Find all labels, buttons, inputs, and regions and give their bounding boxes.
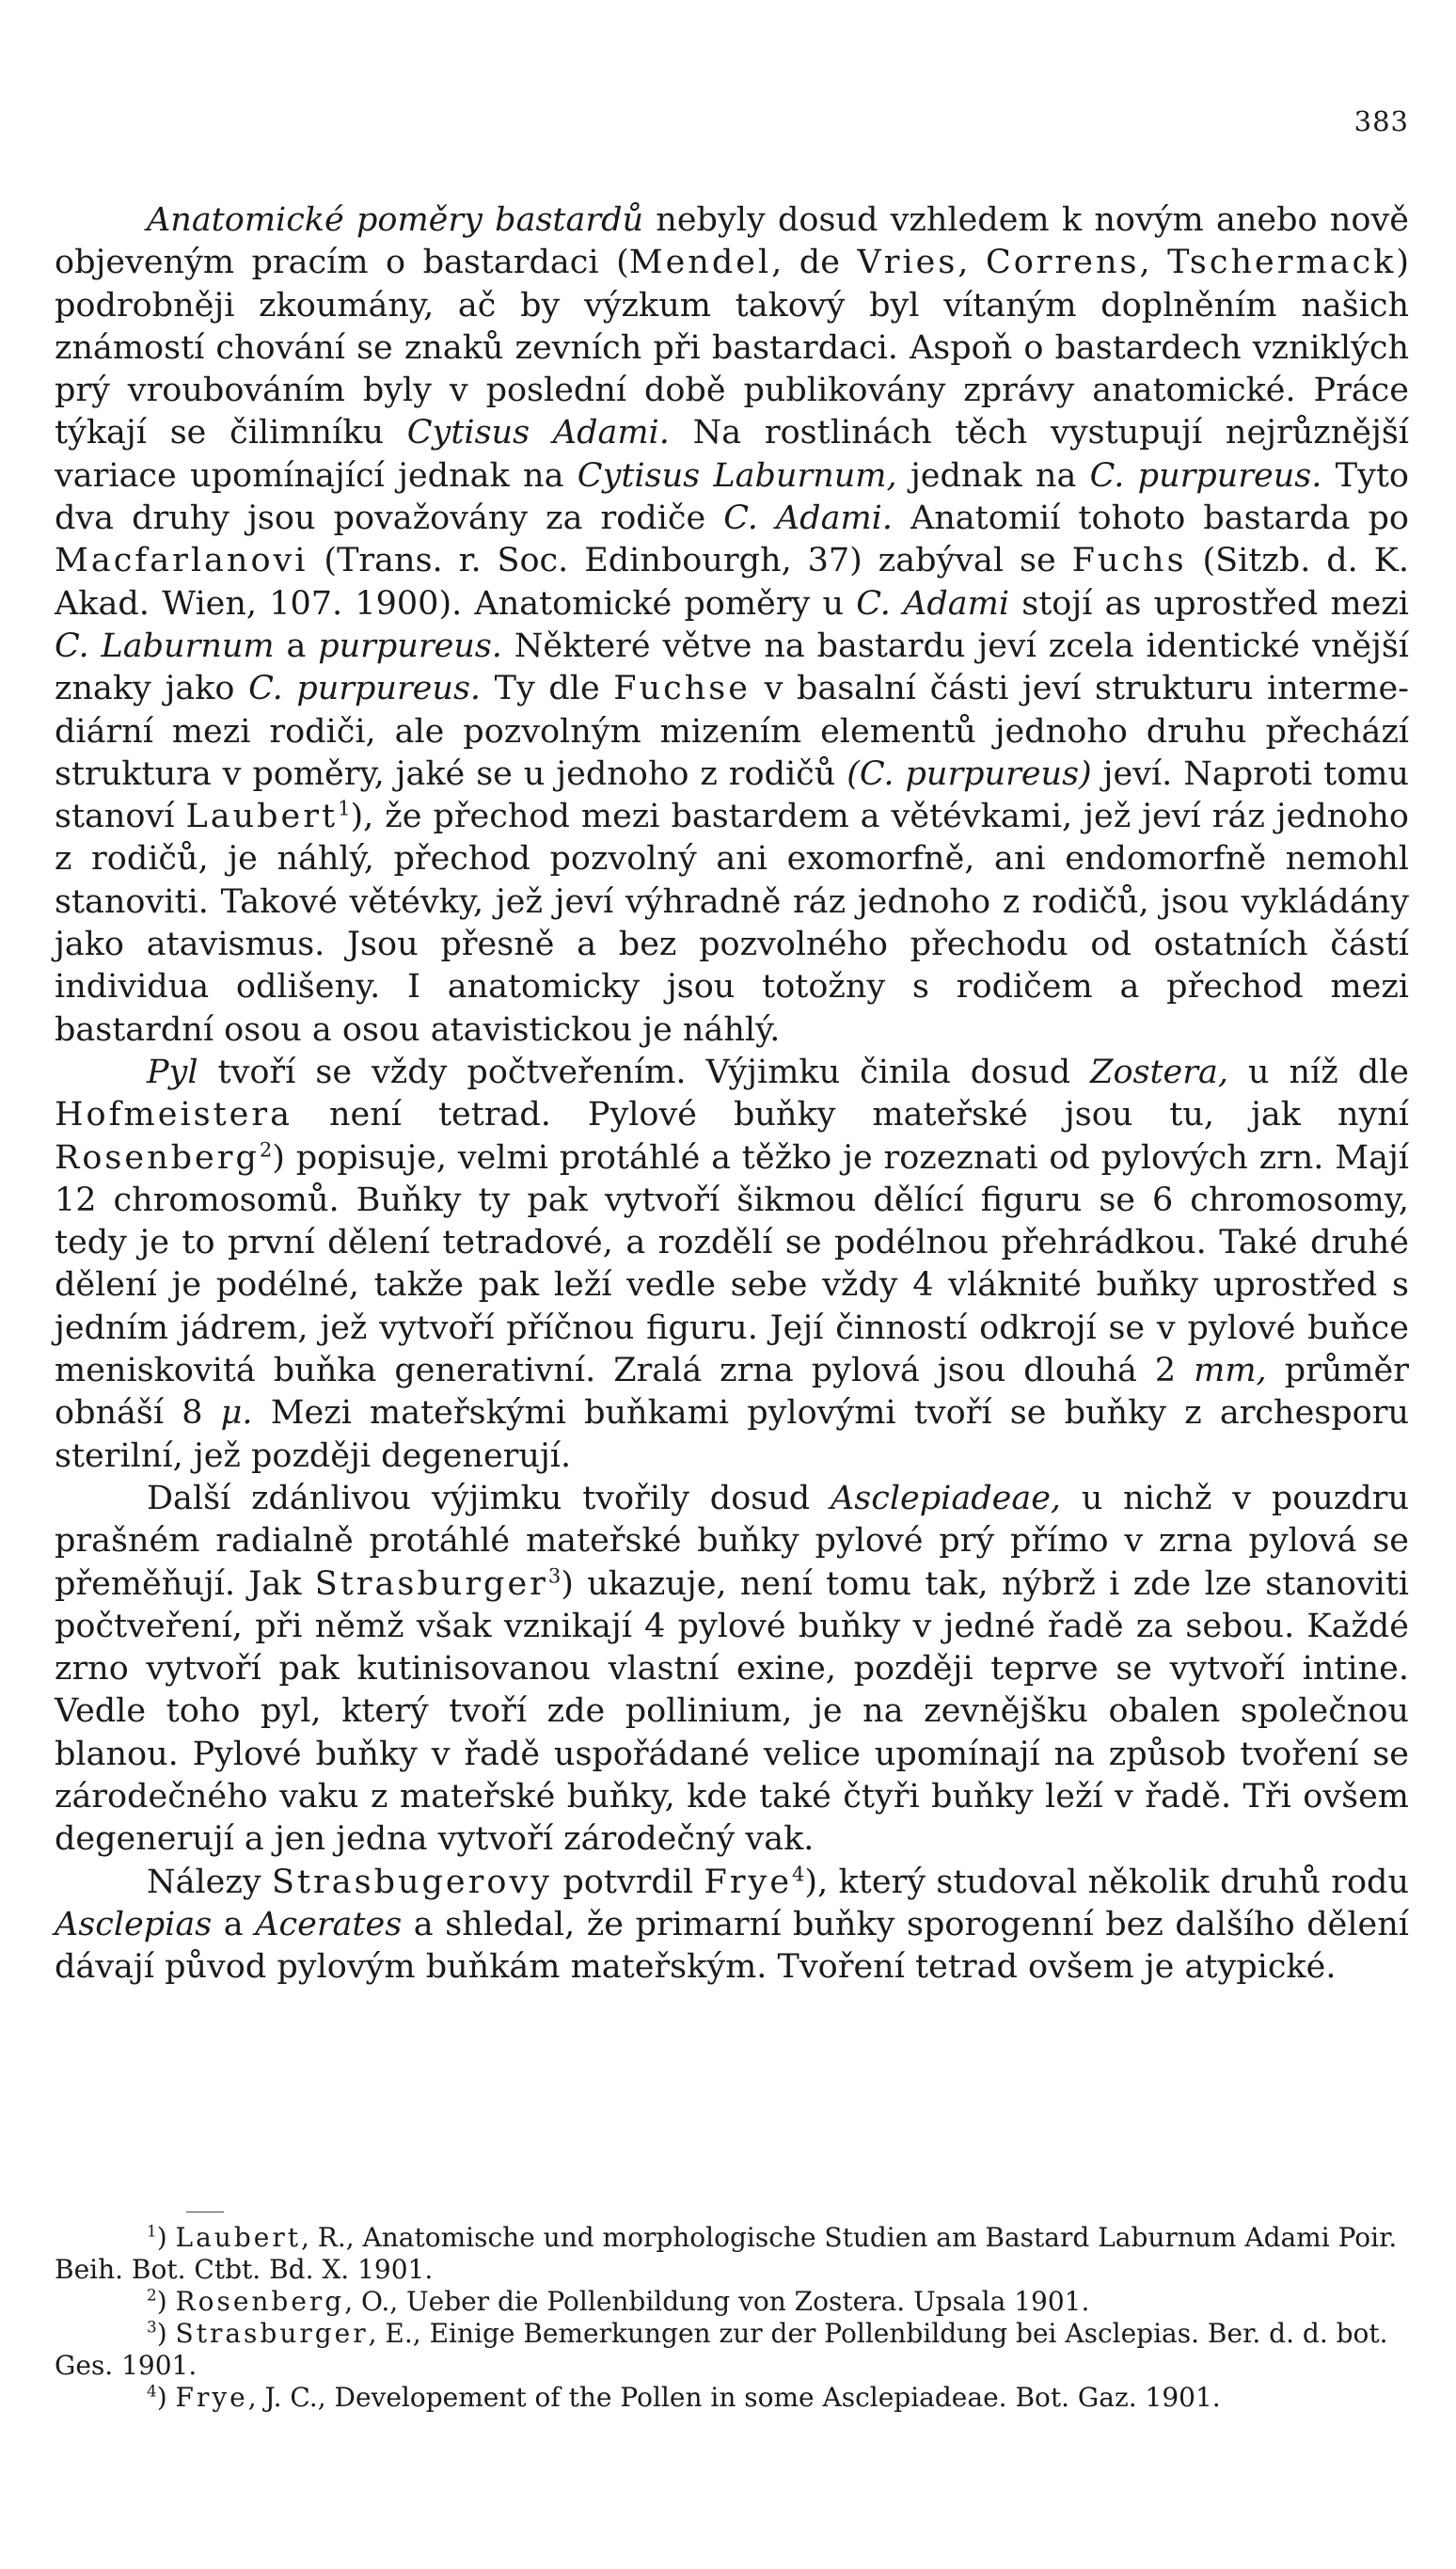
italic-term: Zostera, xyxy=(1090,1053,1228,1091)
author-name: Frye xyxy=(175,2382,248,2413)
text-run: , O., Ueber die Pollenbildung von Zostera. Upsala 1901. xyxy=(344,2286,1090,2317)
paragraph-asclepiadeae xyxy=(55,1478,1409,1862)
text-run: Anatomií tohoto bastarda po xyxy=(892,500,1409,538)
text-run: Na rostlinách těch vystupují nejrůznější variace upomínající jednak na xyxy=(55,414,1409,495)
footnote-4 xyxy=(55,2382,1409,2414)
text-run: , xyxy=(957,244,986,282)
italic-term: C. purpureus. xyxy=(248,670,482,708)
text-run: a xyxy=(212,1905,256,1943)
italic-term: C. Laburnum xyxy=(55,626,275,665)
text-run: jeví. Naproti tomu stanoví xyxy=(55,754,1409,836)
text-run: ) xyxy=(156,2222,176,2253)
text-run: ) podrobněji zkoumány, ač by výzkum takový byl vítaným doplněním našich známostí chování se znaků zevních při bastardaci. Aspoň o bastardech vzniklých prý vroubováním byly v poslední době publikovány zprávy anatomické. Práce týkají se čilimníku xyxy=(55,244,1409,452)
italic-term: Anatomické poměry bastardů xyxy=(147,201,644,239)
footnote-marker: 2 xyxy=(259,1137,273,1161)
text-run: ) popisuje, velmi protáhlé a těžko je rozeznati od pylových zrn. Mají 12 chromosomů. Buňky ty pak vytvoří šikmou dělící figuru se 6 chromosomy, tedy je to první dělení tetradové, a rozdělí se podélnou přehrádkou. Také druhé dělení je podélné, takže pak leží vedle sebe vždy 4 vláknité buňky uprostřed s jedním jádrem, jež vytvoří příčnou figuru. Její činností odkrojí se v pylové buňce meniskovitá buňka generativní. Zralá zrna pylová jsou dlouhá 2 xyxy=(55,1138,1409,1390)
author-name: Laubert xyxy=(175,2222,301,2253)
footnote-marker: 4 xyxy=(792,1862,805,1885)
text-run: potvrdil xyxy=(551,1863,704,1901)
text-run: a xyxy=(274,626,319,665)
text-run: Některé větve na bastardu jeví zcela identické vnější znaky jako xyxy=(55,626,1409,708)
author-name: Mendel xyxy=(628,244,772,282)
footnote-marker: 1 xyxy=(147,2221,157,2241)
author-name: Laubert xyxy=(185,798,339,836)
body-text xyxy=(55,199,1409,1989)
italic-term: Asclepias xyxy=(55,1905,213,1943)
text-run: u níž dle xyxy=(1227,1053,1410,1091)
text-run: , J. C., Developement of the Pollen in some Asclepiadeae. Bot. Gaz. 1901. xyxy=(247,2382,1221,2413)
footnote-marker: 2 xyxy=(147,2285,157,2305)
author-name: Correns xyxy=(985,244,1140,282)
text-run: nebyly dosud vzhledem k novým anebo nově objeveným pracím o bastardaci ( xyxy=(55,201,1409,282)
text-run: a shledal, že primarní buňky sporogenní bez dalšího dělení dávají původ pylovým buňkám mateřským. Tvoření tetrad ovšem je atypické. xyxy=(55,1905,1409,1987)
paragraph-frye xyxy=(55,1862,1409,1990)
author-name: Fuchse xyxy=(613,670,751,708)
footnote-marker: 3 xyxy=(147,2317,157,2337)
text-run: stojí as uprostřed mezi xyxy=(1009,584,1410,623)
author-name: Rosenberg xyxy=(55,1138,260,1177)
text-run: Ty dle xyxy=(481,670,614,708)
text-run: Tyto dva druhy jsou považovány za rodiče xyxy=(55,456,1409,538)
text-run: , R., Anatomische und morphologische Studien am Bastard Laburnum Adami Poir. Beih. Bot. Ctbt. Bd. X. 1901. xyxy=(55,2222,1398,2285)
text-run: , de xyxy=(771,244,858,282)
italic-term: μ. xyxy=(220,1394,253,1433)
author-name: Macfarlanovi xyxy=(55,542,309,580)
text-run: (Sitzb. d. K. Akad. Wien, 107. 1900). Anatomické poměry u xyxy=(55,542,1409,623)
author-name: Strasburger xyxy=(314,1564,548,1603)
text-run: u nichž v pouzdru prašném radialně protáhlé mateřské buňky pylové prý přímo v zrna pylová se přeměňují. Jak xyxy=(55,1479,1409,1603)
italic-term: Cytisus Adami. xyxy=(406,414,670,452)
text-run: tvoří se vždy počtveřením. Výjimku činila dosud xyxy=(198,1053,1091,1091)
italic-term: mm, xyxy=(1194,1352,1267,1390)
footnote-3 xyxy=(55,2318,1409,2382)
author-name: Strasbugerovy xyxy=(271,1863,552,1901)
italic-term: C. Adami xyxy=(856,584,1010,623)
footnote-marker: 3 xyxy=(547,1563,562,1587)
text-run: Další zdánlivou výjimku tvořily dosud xyxy=(147,1479,831,1517)
paragraph-anatomy xyxy=(55,199,1409,1052)
author-name: Frye xyxy=(704,1863,793,1901)
text-run: (Trans. r. Soc. Edinbourgh, 37) zabýval se xyxy=(308,542,1072,580)
text-run: ), že přechod mezi bastardem a větévkami, jež jeví ráz jednoho z rodičů, je náhlý, přechod pozvolný ani exomorfně, ani endomorfně nemohl stanoviti. Takové větévky, jež jeví výhradně ráz jednoho z rodičů, jsou vykládány jako atavismus. Jsou přesně a bez pozvolného přechodu od ostatních částí individua odlišeny. I anatomicky jsou totožny s rodičem a přechod mezi bastardní osou a osou atavistickou je náhlý. xyxy=(55,798,1409,1049)
text-run: ), který studoval několik druhů rodu xyxy=(804,1863,1409,1901)
italic-term: Asclepiadeae, xyxy=(831,1479,1062,1517)
text-run: , E., Einige Bemerkungen zur der Pollenbildung bei Asclepias. Ber. d. d. bot. Ges. 1901. xyxy=(55,2318,1388,2381)
text-run: , xyxy=(1139,244,1168,282)
author-name: Hofmeistera xyxy=(55,1096,293,1134)
italic-term: Pyl xyxy=(147,1053,198,1091)
italic-term: Cytisus Laburnum, xyxy=(577,456,897,495)
footnote-marker: 1 xyxy=(338,797,351,820)
paragraph-pollen xyxy=(55,1052,1409,1478)
text-run: Nálezy xyxy=(147,1863,272,1901)
author-name: Vries xyxy=(857,244,958,282)
text-run: v basalní části jeví strukturu intermediární mezi rodiči, ale pozvolným mizením elementů jednoho druhu přechází struktura v poměry, jaké se u jednoho z rodičů xyxy=(55,670,1409,793)
footnote-1 xyxy=(55,2222,1409,2286)
author-name: Tschermack xyxy=(1167,244,1397,282)
text-run: Mezi mateřskými buňkami pylovými tvoří se buňky z archesporu sterilní, jež později degenerují. xyxy=(55,1394,1410,1475)
text-run: ) xyxy=(156,2286,176,2317)
page-number: 383 xyxy=(1353,105,1409,137)
author-name: Strasburger xyxy=(175,2318,369,2349)
italic-term: C. Adami. xyxy=(723,500,893,538)
text-run: průměr obnáší 8 xyxy=(55,1352,1409,1433)
text-run: není tetrad. Pylové buňky mateřské jsou tu, jak nyní xyxy=(292,1096,1409,1134)
italic-term: (C. purpureus) xyxy=(847,754,1092,793)
author-name: Rosenberg xyxy=(175,2286,345,2317)
italic-term: Acerates xyxy=(255,1905,403,1943)
text-run: ) ukazuje, není tomu tak, nýbrž i zde lze stanoviti počtveření, při němž však vznikají 4 pylové buňky v jedné řadě za sebou. Každé zrno vytvoří pak kutinisovanou vlastní exine, později teprve se vytvoří intine. Vedle toho pyl, který tvoří zde pollinium, je na zevnějšku obalen společnou blanou. Pylové buňky v řadě uspořádané velice upomínají na způsob tvoření se zárodečného vaku z mateřské buňky, kde také čtyři buňky leží v řadě. Tři ovšem degenerují a jen jedna vytvoří zárodečný vak. xyxy=(55,1564,1409,1859)
footnotes xyxy=(55,2222,1409,2414)
italic-term: C. purpureus. xyxy=(1089,456,1322,495)
text-run: ) xyxy=(156,2382,176,2413)
footnote-marker: 4 xyxy=(147,2381,157,2401)
footnote-2 xyxy=(55,2286,1409,2318)
italic-term: purpureus. xyxy=(318,626,502,665)
author-name: Fuchs xyxy=(1071,542,1187,580)
text-run: jednak na xyxy=(896,456,1090,495)
text-run: ) xyxy=(156,2318,176,2349)
